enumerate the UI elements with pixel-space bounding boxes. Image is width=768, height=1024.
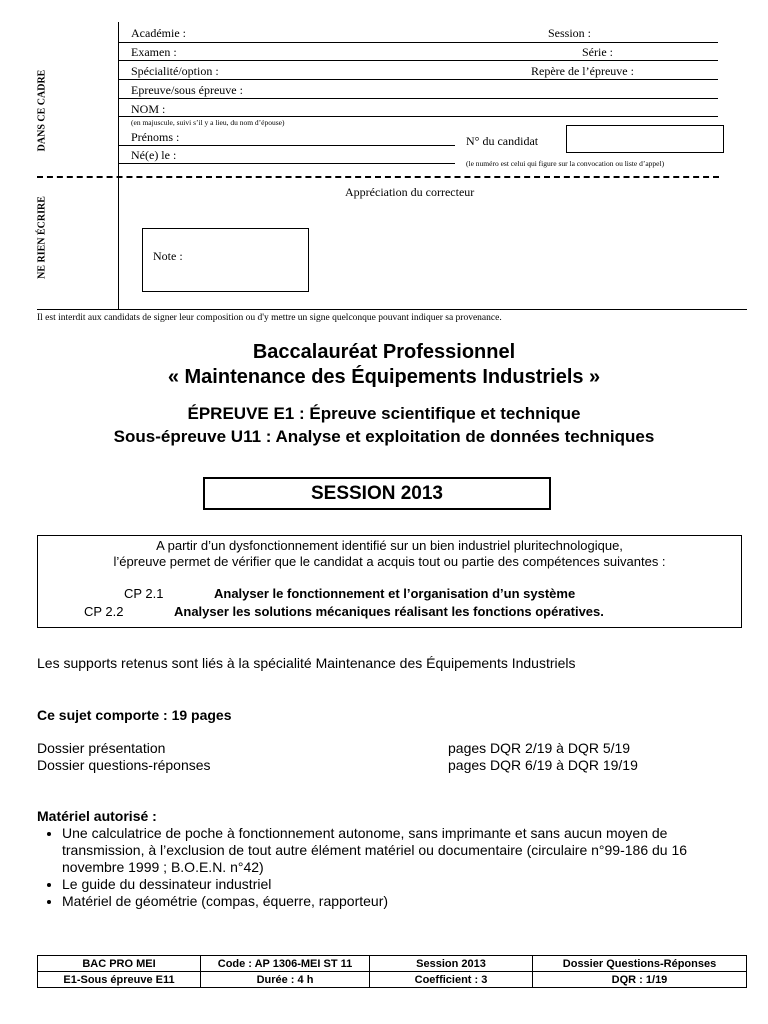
side-label-top: DANS CE CADRE	[36, 69, 48, 152]
session-box: SESSION 2013	[203, 477, 551, 510]
interdit-notice: Il est interdit aux candidats de signer leur composition ou d'y mettre un signe quelconque pouvant indiquer sa provenance.	[37, 313, 502, 323]
supports-text: Les supports retenus sont liés à la spécialité Maintenance des Équipements Industriels	[37, 655, 576, 671]
row-line	[118, 145, 455, 146]
competence-text: Analyser les solutions mécaniques réalisant les fonctions opératives.	[174, 604, 604, 619]
repere-label: Repère de l’épreuve :	[531, 64, 634, 78]
title-epreuve: ÉPREUVE E1 : Épreuve scientifique et technique	[187, 404, 581, 423]
competences-intro-2: l’épreuve permet de vérifier que le candidat a acquis tout ou partie des compétences suivantes :	[113, 554, 666, 569]
row-line	[118, 116, 718, 117]
row-line	[118, 163, 455, 164]
serie-label: Série :	[582, 45, 613, 59]
side-label-bottom: NE RIEN ÉCRIRE	[36, 196, 48, 279]
num-candidat-label: N° du candidat	[466, 134, 539, 148]
row-line	[118, 42, 718, 43]
footer-cell: Durée : 4 h	[201, 972, 370, 988]
note-label: Note :	[153, 249, 183, 263]
footer-cell: Dossier Questions-Réponses	[533, 956, 747, 972]
list-item: • Matériel de géométrie (compas, équerre, rapporteur)	[62, 893, 746, 910]
footer-cell: DQR : 1/19	[533, 972, 747, 988]
competence-text: Analyser le fonctionnement et l’organisation d’un système	[214, 586, 576, 601]
row-line	[118, 98, 718, 99]
dossier-name: Dossier questions-réponses	[37, 757, 211, 773]
row-line	[118, 60, 718, 61]
title-bac: Baccalauréat Professionnel	[252, 341, 516, 363]
footer-cell: E1-Sous épreuve E11	[38, 972, 201, 988]
session-label: Session :	[548, 26, 592, 40]
dossier-pages: pages DQR 6/19 à DQR 19/19	[448, 757, 638, 773]
title-sous-epreuve: Sous-épreuve U11 : Analyse et exploitation de données techniques	[113, 427, 655, 446]
footer-cell: BAC PRO MEI	[38, 956, 201, 972]
competence-code: CP 2.2	[84, 604, 124, 619]
pages-title: Ce sujet comporte : 19 pages	[37, 707, 232, 723]
footer-cell: Session 2013	[370, 956, 533, 972]
nom-label: NOM :	[131, 102, 166, 116]
competences-box	[37, 535, 742, 628]
appreciation-label: Appréciation du correcteur	[345, 185, 475, 199]
nom-note: (en majuscule, suivi s’il y a lieu, du nom d’épouse)	[131, 118, 285, 127]
materiel-title: Matériel autorisé :	[37, 808, 157, 824]
materiel-list	[18, 825, 746, 910]
competence-code: CP 2.1	[124, 586, 164, 601]
list-item: • Une calculatrice de poche à fonctionnement autonome, sans imprimante et sans aucun moyen de transmission, à l’exclusion de tout autre élément matériel ou documentaire (circulaire n°99-186 du 16 novembre 1999 ; B.O.E.N. n°42)	[62, 825, 746, 876]
dossier-name: Dossier présentation	[37, 740, 166, 756]
ne-le-label: Né(e) le :	[131, 148, 177, 162]
specialite-label: Spécialité/option :	[131, 64, 219, 78]
competences-intro-1: A partir d’un dysfonctionnement identifié sur un bien industriel pluritechnologique,	[156, 538, 623, 553]
footer-table	[37, 955, 747, 988]
epreuve-label: Epreuve/sous épreuve :	[131, 83, 243, 97]
num-candidat-box[interactable]	[566, 125, 724, 153]
header-bottom-border	[37, 309, 747, 310]
note-box[interactable]	[142, 228, 309, 292]
footer-cell: Coefficient : 3	[370, 972, 533, 988]
dossier-pages: pages DQR 2/19 à DQR 5/19	[448, 740, 631, 756]
academie-label: Académie :	[131, 26, 186, 40]
prenoms-label: Prénoms :	[131, 130, 180, 144]
list-item: • Le guide du dessinateur industriel	[62, 876, 746, 893]
header-left-border	[118, 22, 119, 309]
dashed-separator	[37, 176, 719, 178]
examen-label: Examen :	[131, 45, 177, 59]
row-line	[118, 79, 718, 80]
footer-cell: Code : AP 1306-MEI ST 11	[201, 956, 370, 972]
title-specialite: « Maintenance des Équipements Industriels »	[167, 366, 601, 388]
num-candidat-note: (le numéro est celui qui figure sur la convocation ou liste d’appel)	[466, 159, 665, 168]
